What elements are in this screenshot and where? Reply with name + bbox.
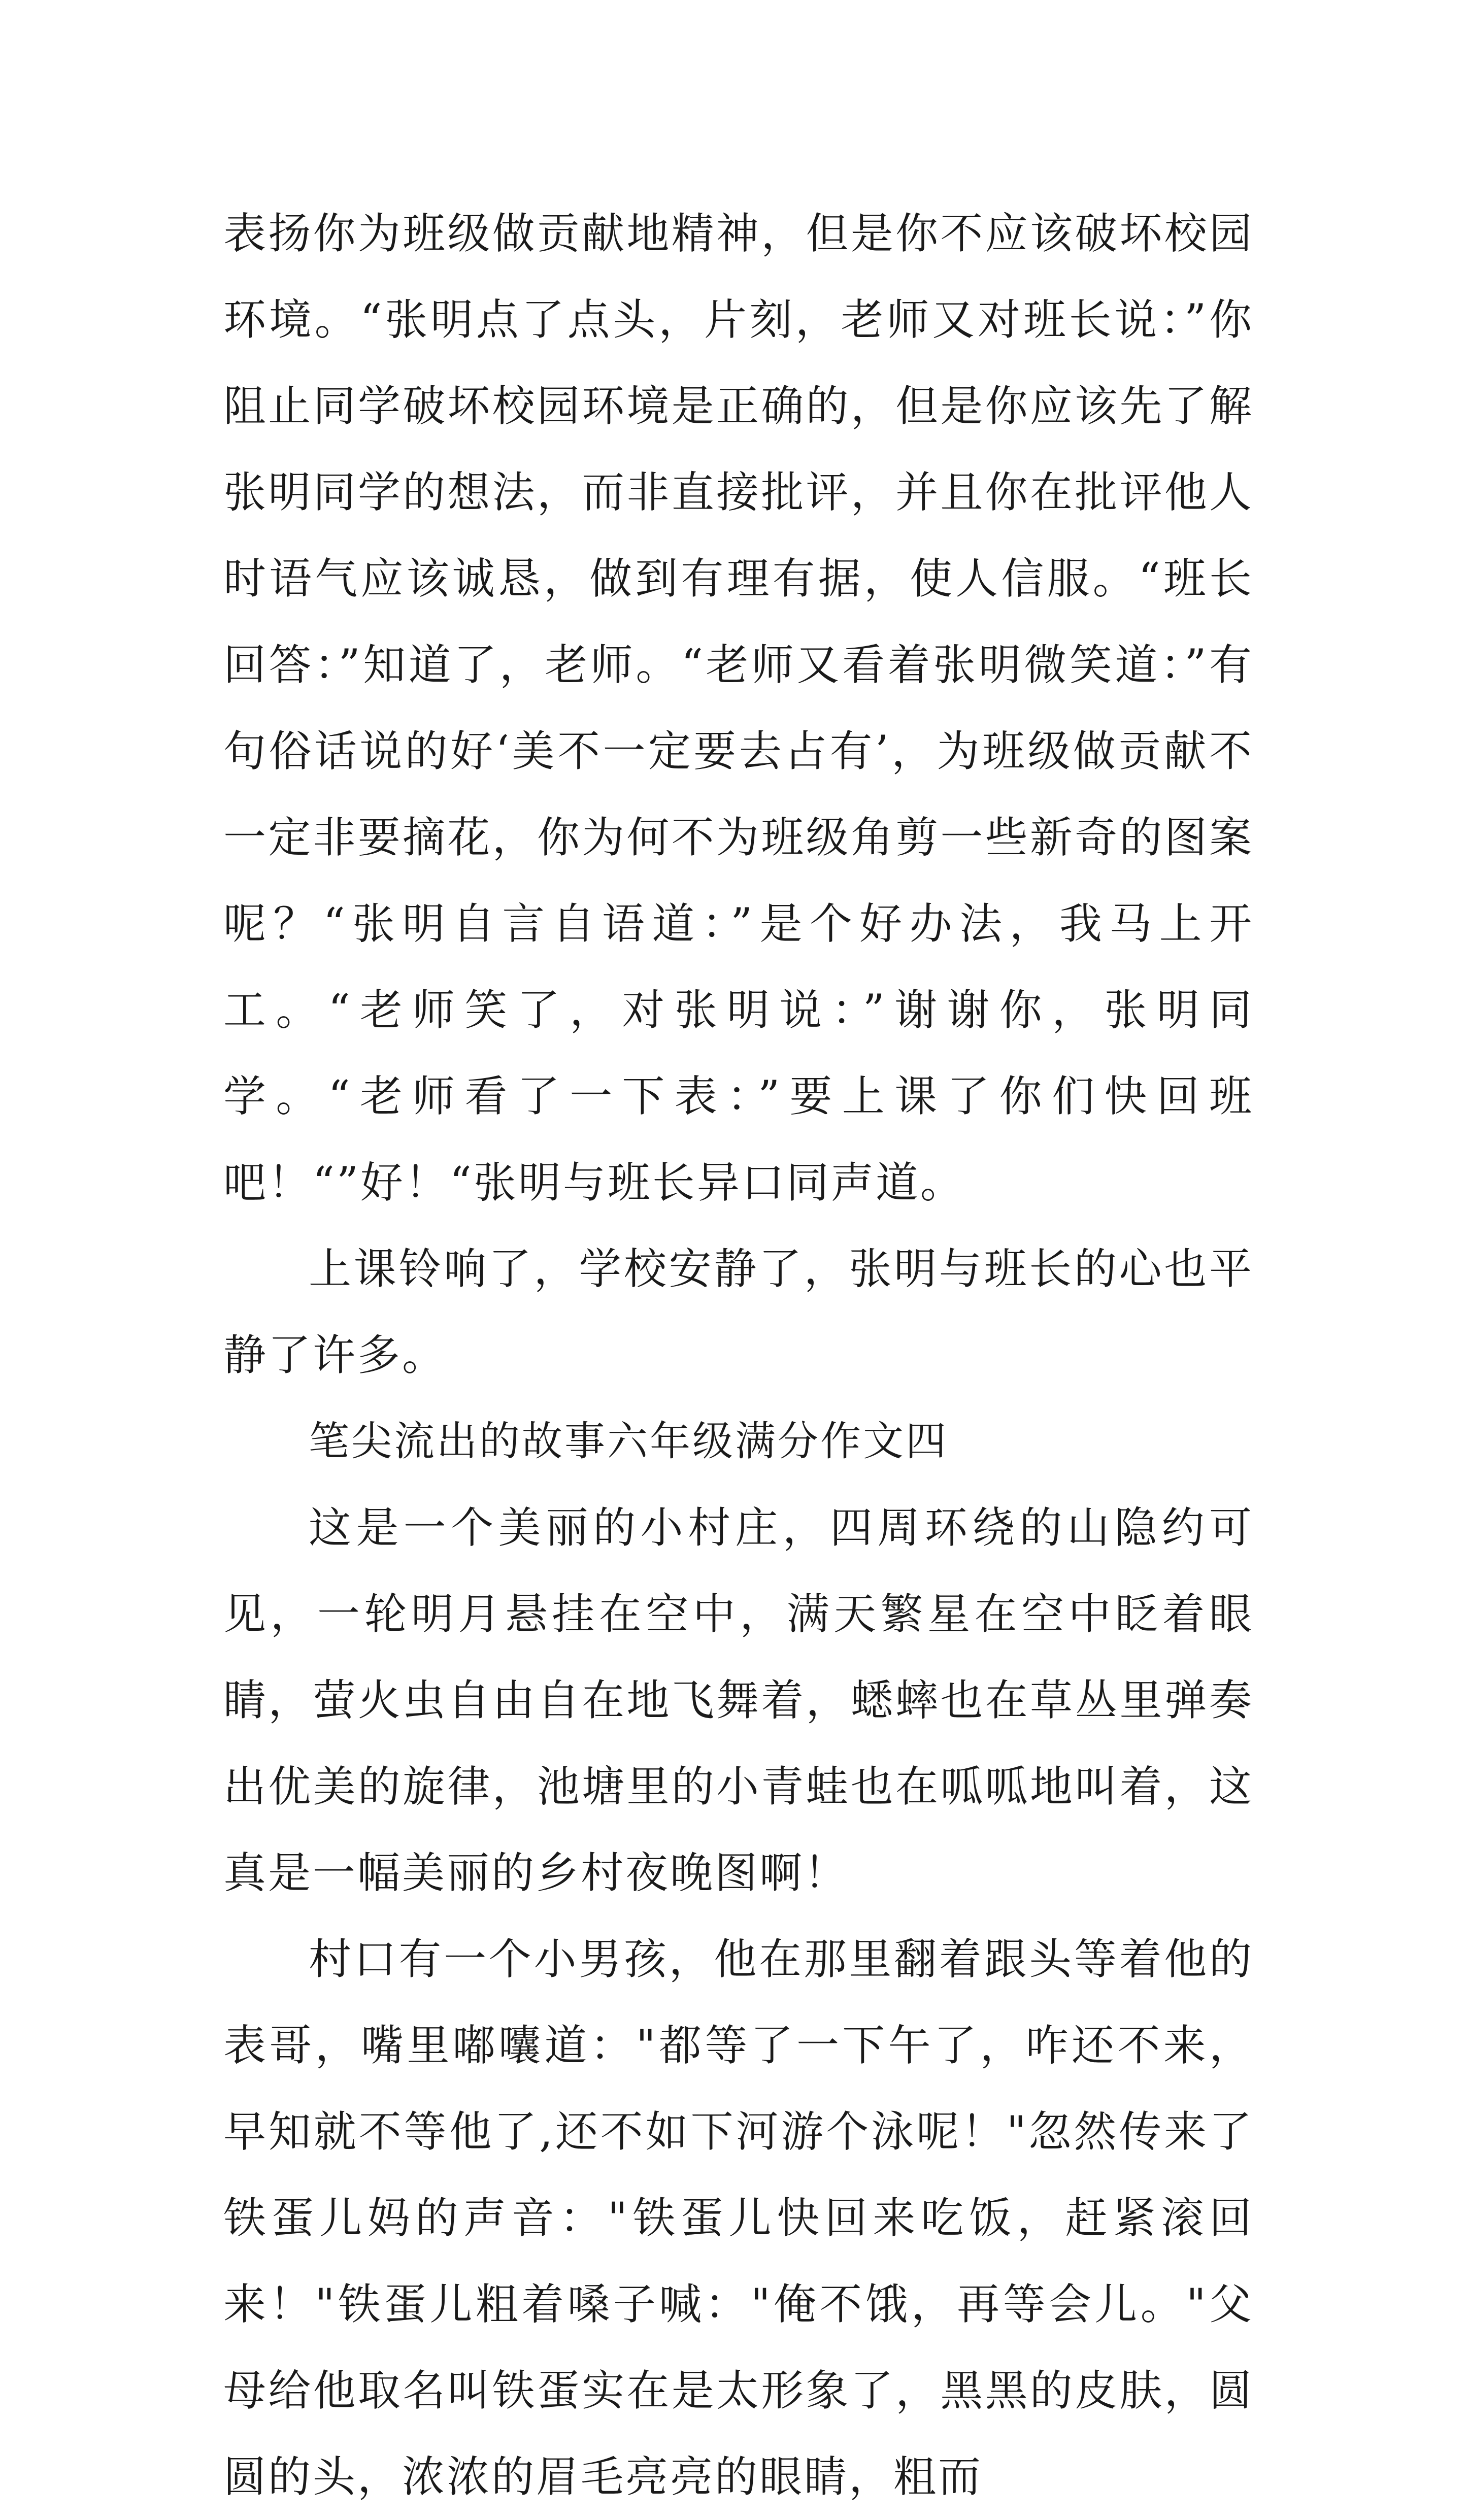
paragraph-continuation: 表扬你为班级做贡献地精神，但是你不应该破坏校园环境。“张明点了点头，片刻，老师又对班长说：”你阻止同学破坏校园环境是正确的，但是你应该先了解张明同学的想法，而非直接批评，并且你在批评他人时语气应该诚恳，做到有理有据，使人信服。“班长回答：”知道了，老师。“老师又看着张明微笑道：”有句俗话说的好‘美不一定要去占有’，为班级做贡献不一定非要摘花，你为何不为班级角剪一些新奇的图案呢？“张明自言自语道：”是个好办法，我马上开工。“老师笑了，对张明说：”谢谢你，张明同学。“老师看了一下表：”要上课了你们快回班吧！“”好！“张明与班长异口同声道。 [223,209,1254,1207]
paragraph-village-night: 这是一个美丽的小村庄，四周环绕的山隐约可见，一轮明月悬挂在空中，满天繁星在空中眨着眼睛，萤火虫自由自在地飞舞着，蟋蟀也在草丛里弹奏出优美的旋律，池塘里的小青蛙也在呱呱地叫着，这真是一幅美丽的乡村夜晚图啊！ [223,1503,1254,1898]
paragraph-bell-rings: 上课铃响了，学校安静了，张明与班长的心也平静了许多。 [223,1244,1254,1380]
paragraph-tiedan: 村口有一个小男孩，他在那里翻着跟头等着他的表哥，嘴里嘟囔道："都等了一下午了，咋还不来，早知就不等他了,还不如下河游个泳呢！"忽然传来了铁蛋儿妈的声音："铁蛋儿快回来吃饭，赶紧滚回来！"铁蛋儿粗着嗓子喊："俺不饿，再等会儿。"父母给他取名叫铁蛋实在是太形象了，黑黑的皮肤，圆圆的头，浓浓的眉毛亮亮的眼睛，粗而 [223,1934,1254,2502]
section-heading: 笔尖流出的故事六年级满分作文四 [309,1418,948,1465]
document-body [223,190,1254,2520]
